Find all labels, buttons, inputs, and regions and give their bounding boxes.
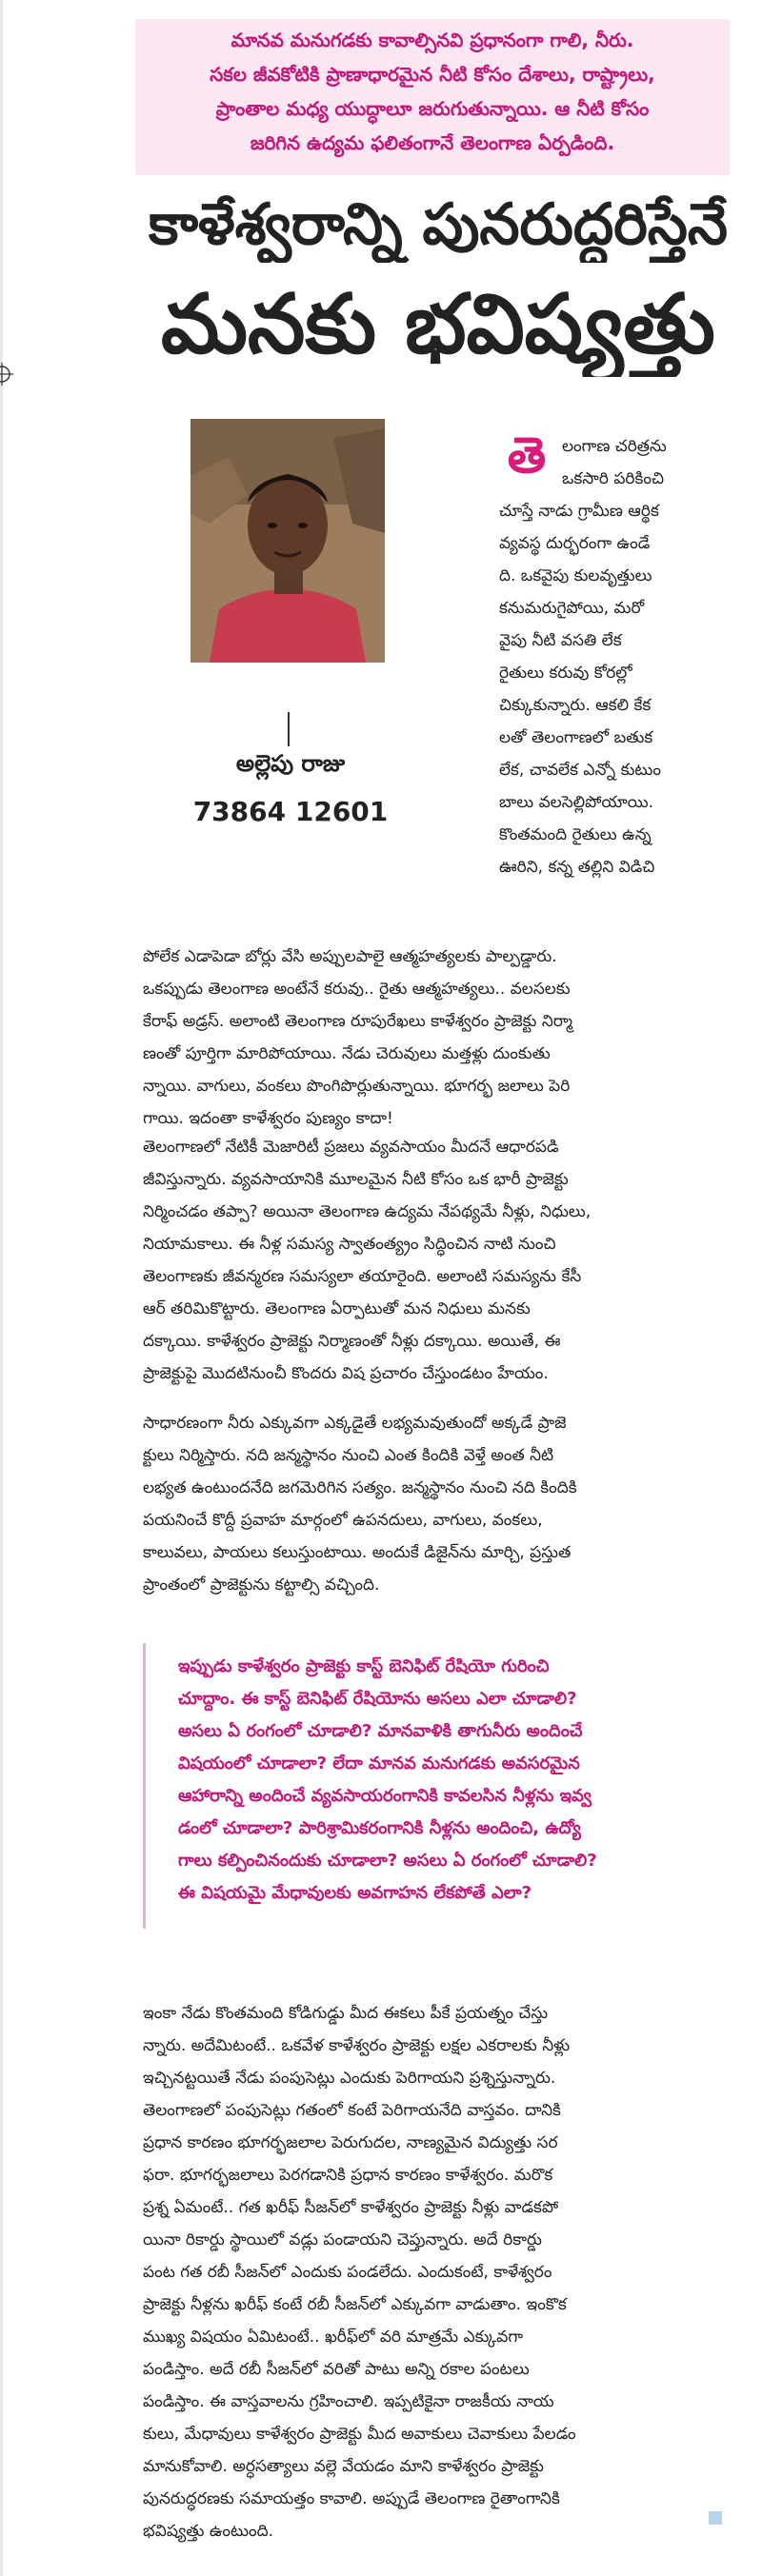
- article-line: ఒకసారి పరికించి: [562, 469, 664, 488]
- article-line: న్నాయి. వాగులు, వంకలు పొంగిపొర్లుతున్నాయి. భూగర్భ జలాలు పెరి: [143, 1077, 571, 1096]
- article-line: కనుమరుగైపోయి, మరో: [499, 599, 645, 618]
- intro-line: ప్రాంతాల మధ్య యుద్ధాలూ జరుగుతున్నాయి. ఆ నీటి కోసం: [215, 97, 650, 120]
- article-line: యినా రికార్డు స్థాయిలో వడ్లు పండాయని చెప్తున్నారు. అదే రికార్డు: [143, 2230, 542, 2249]
- intro-line: సకల జీవకోటికి ప్రాణాధారమైన నీటి కోసం దేశాలు, రాష్ట్రాలు,: [210, 63, 655, 86]
- article-line: ఒకప్పుడు తెలంగాణ అంటేనే కరువు.. రైతు ఆత్మహత్యలు.. వలసలకు: [143, 980, 571, 999]
- intro-line: జరిగిన ఉద్యమ ఫలితంగానే తెలంగాణ ఏర్పడింది.: [250, 131, 615, 154]
- article-line: లేక, చావలేక ఎన్నో కుటుం: [499, 761, 661, 780]
- article-line: తెలంగాణకు జీవన్మరణ సమస్యలా తయారైంది. అలాంటి సమస్యను కేసీ: [143, 1267, 582, 1286]
- article-paragraph-5: [143, 1997, 737, 2547]
- article-line: కాలువలు, పాయలు కలుస్తుంటాయి. అందుకే డిజైన్‌ను మార్చి, ప్రస్తుత: [143, 1543, 572, 1562]
- article-line: నియామకాలు. ఈ నీళ్ల సమస్య స్వాతంత్య్రం సిద్ధించిన నాటి నుంచి: [143, 1235, 556, 1254]
- article-line: ప్రాంతంలో ప్రాజెక్టును కట్టాల్సి వచ్చింది.: [143, 1575, 380, 1595]
- article-line: ది. ఒకవైపు కులవృత్తులు: [499, 566, 652, 585]
- article-line: కులు, మేధావులు కాళేశ్వరం ప్రాజెక్టు మీద అవాకులు చెవాకులు పేలడం: [143, 2425, 576, 2444]
- article-line: ణంతో పూర్తిగా మారిపోయాయి. నేడు చెరువులు మత్తళ్లు దుంకుతు: [143, 1044, 551, 1063]
- article-paragraph-1: [143, 941, 737, 1135]
- pull-quote-line: డంలో చూడాలా? పారిశ్రామికరంగానికి నీళ్లను అందించి, ఉద్యో: [178, 1818, 581, 1838]
- article-line: గాయి. ఇదంతా కాళేశ్వరం పుణ్యం కాదా!: [143, 1109, 393, 1128]
- article-paragraph-2: [143, 1131, 737, 1390]
- article-line: లంగాణ చరిత్రను: [562, 437, 667, 456]
- article-line: పండిస్తాం. అదే రబీ సీజన్‌లో వరితో పాటు అన్ని రకాల పంటలు: [143, 2360, 530, 2379]
- article-paragraph-3: [143, 1407, 737, 1601]
- article-line: న్నారు. అదేమిటంటే.. ఒకవేళ కాళేశ్వరం ప్రాజెక్టు లక్షల ఎకరాలకు నీళ్లు: [143, 2036, 571, 2055]
- article-line: ప్రశ్న ఏమంటే.. గత ఖరీఫ్ సీజన్‌లో కాళేశ్వరం ప్రాజెక్టు నీళ్లు వాడకపో: [143, 2198, 559, 2217]
- article-line: చిక్కుకున్నారు. ఆకలి కేక: [499, 696, 652, 715]
- article-line: దక్కాయి. కాళేశ్వరం ప్రాజెక్టు నిర్మాణంతో నీళ్లు దక్కాయి. అయితే, ఈ: [143, 1332, 561, 1351]
- article-line: పయనించే కొద్దీ ప్రవాహ మార్గంలో ఉపనదులు, వాగులు, వంకలు,: [143, 1511, 543, 1530]
- article-line: ఇంకా నేడు కొంతమంది కోడిగుడ్డు మీద ఈకలు పీకే ప్రయత్నం చేస్తు: [143, 2004, 549, 2023]
- pull-quote-line: అసలు ఏ రంగంలో చూడాలి? మానవాళికి తాగునీరు అందించే: [178, 1721, 583, 1741]
- headline-line-2: మనకు భవిష్యత్తు: [161, 277, 715, 372]
- article-line: ఆర్ తరిమికొట్టారు. తెలంగాణ ఏర్పాటుతో మన నిధులు మనకు: [143, 1299, 531, 1318]
- article-line: ముఖ్య విషయం ఏమిటంటే.. ఖరీఫ్‌లో వరి మాత్రమే ఎక్కువగా: [143, 2328, 524, 2347]
- article-line: వ్యవస్థ దుర్భరంగా ఉండే: [499, 534, 651, 553]
- article-line: నిర్మించడం తప్పా? అయినా తెలంగాణ ఉద్యమ నేపథ్యమే నీళ్లు, నిధులు,: [143, 1202, 592, 1221]
- article-column: [499, 430, 737, 883]
- article-line: తెలంగాణలో పంపుసెట్లు గతంలో కంటే పెరిగాయనేది వాస్తవం. దానికి: [143, 2101, 561, 2120]
- article-line: ఫరా. భూగర్భజలాలు పెరగడానికి ప్రధాన కారణం కాళేశ్వరం. మరొక: [143, 2166, 553, 2185]
- article-line: పునరుద్ధరణకు సమాయత్తం కావాలి. అప్పుడే తెలంగాణ రైతాంగానికి: [143, 2489, 560, 2508]
- pull-quote-line: గాలు కల్పించినందుకు చూడాలా? అసలు ఏ రంగంలో చూడాలి?: [178, 1851, 597, 1871]
- article-line: లతో తెలంగాణలో బతుక: [499, 728, 653, 747]
- article-line: ప్రాజెక్టుపై మొదటినుంచీ కొందరు విష ప్రచారం చేస్తుండటం హేయం.: [143, 1364, 549, 1383]
- article-line: బాలు వలసెల్లిపోయాయి.: [499, 793, 653, 812]
- article-line: మానుకోవాలి. అర్ధసత్యాలు వల్లె వేయడం మాని కాళేశ్వరం ప్రాజెక్టు: [143, 2457, 544, 2476]
- registration-mark-icon: [0, 360, 17, 388]
- author-divider: [288, 712, 290, 746]
- pull-quote-line: ఆహారాన్ని అందించే వ్యవసాయరంగానికి కావలసిన నీళ్లను ఇవ్వ: [178, 1786, 592, 1806]
- author-name: అల్లెపు రాజు: [235, 750, 346, 777]
- article-line: వైపు నీటి వసతి లేక: [499, 631, 622, 650]
- pull-quote-line: ఇప్పుడు కాళేశ్వరం ప్రాజెక్టు కాస్ట్ బెనిఫిట్ రేషియో గురించి: [178, 1656, 550, 1676]
- article-line: ప్రాజెక్టు నీళ్లను ఖరీఫ్ కంటే రబీ సీజన్‌లో ఎక్కువగా వాడుతాం. ఇంకొక: [143, 2295, 567, 2314]
- headline-line-1: కాళేశ్వరాన్ని పునరుద్ధరిస్తేనే: [148, 191, 729, 258]
- article-line: చూస్తే నాడు గ్రామీణ ఆర్థిక: [499, 502, 659, 521]
- article-line: లభ్యత ఉంటుందనేది జగమెరిగిన సత్యం. జన్మస్థానం నుంచి నది కిందికి: [143, 1478, 577, 1497]
- article-line: కేరాఫ్ అడ్రస్. అలాంటి తెలంగాణ రూపురేఖలు కాళేశ్వరం ప్రాజెక్టు నిర్మా: [143, 1012, 573, 1031]
- article-line: పోలేక ఎడాపెడా బోర్లు వేసి అప్పులపాలై ఆత్మహత్యలకు పాల్పడ్డారు.: [143, 947, 557, 966]
- article-line: ఊరిని, కన్న తల్లిని విడిచి: [499, 858, 655, 877]
- intro-box: [135, 19, 730, 175]
- article-line: పంట గత రబీ సీజన్‌లో ఎందుకు పండలేదు. ఎందుకంటే, కాళేశ్వరం: [143, 2263, 552, 2282]
- article-line: ప్రధాన కారణం భూగర్భజలాల పెరుగుదల, నాణ్యమైన విద్యుత్తు సర: [143, 2133, 558, 2152]
- article-line: సాధారణంగా నీరు ఎక్కువగా ఎక్కడైతే లభ్యమవుతుందో అక్కడే ప్రాజె: [143, 1414, 567, 1433]
- article-line: రైతులు కరువు కోరల్లో: [499, 664, 632, 683]
- pull-quote-line: విషయంలో చూడాలా? లేదా మానవ మనుగడకు అవసరమైన: [178, 1754, 580, 1773]
- article-line: కొంతమంది రైతులు ఉన్న: [499, 825, 652, 844]
- article-line: జీవిస్తున్నారు. వ్యవసాయానికి మూలమైన నీటి కోసం ఒక భారీ ప్రాజెక్టు: [143, 1170, 569, 1189]
- article-line: భవిష్యత్తు ఉంటుంది.: [143, 2522, 274, 2541]
- pull-quote: [143, 1643, 737, 1929]
- pull-quote-line: చూద్దాం. ఈ కాస్ట్ బెనిఫిట్ రేషియోను అసలు ఎలా చూడాలి?: [178, 1689, 577, 1709]
- author-photo: [190, 419, 385, 663]
- intro-line: మానవ మనుగడకు కావాల్సినవి ప్రధానంగా గాలి, నీరు.: [231, 29, 634, 51]
- end-mark-icon: [709, 2511, 722, 2525]
- article-line: క్టులు నిర్మిస్తారు. నది జన్మస్థానం నుంచి ఎంత కిందికి వెళ్తే అంత నీటి: [143, 1446, 554, 1465]
- article-line: ఇచ్చినట్టయితే నేడు పంపుసెట్లు ఎందుకు పెరిగాయని ప్రశ్నిస్తున్నారు.: [143, 2069, 556, 2088]
- article-line: పండిస్తాం. ఈ వాస్తవాలను గ్రహించాలి. ఇప్పటికైనా రాజకీయ నాయ: [143, 2392, 554, 2411]
- pull-quote-line: ఈ విషయమై మేధావులకు అవగాహన లేకపోతే ఎలా?: [178, 1883, 532, 1903]
- author-phone: 73864 12601: [192, 796, 389, 827]
- article-line: తెలంగాణలో నేటికీ మెజారిటీ ప్రజలు వ్యవసాయం మీదనే ఆధారపడి: [143, 1138, 559, 1157]
- dropcap: తె: [507, 427, 547, 485]
